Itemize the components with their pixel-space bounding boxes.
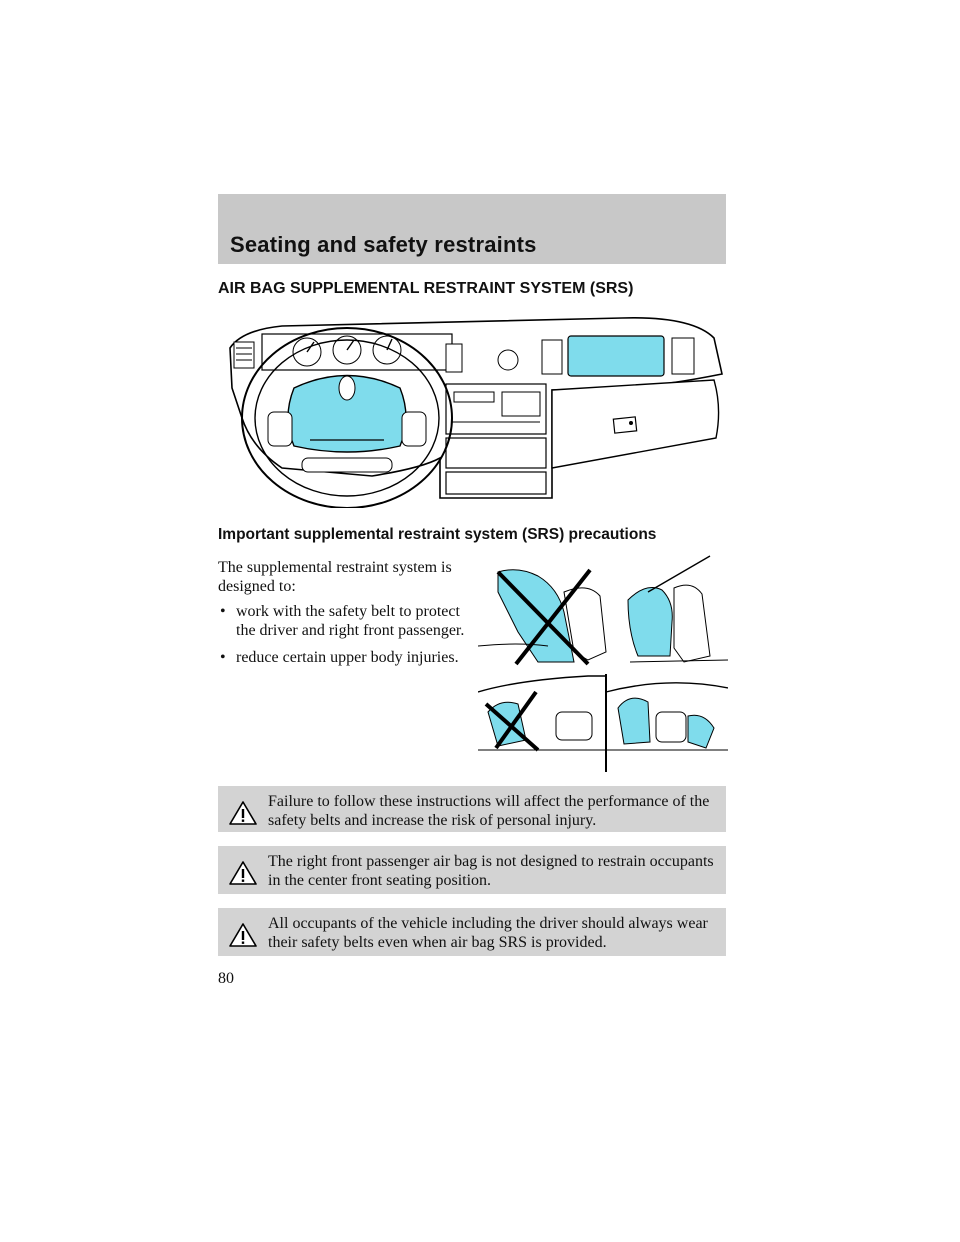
list-item-text: work with the safety belt to protect the driver and right front passenger. — [236, 603, 465, 639]
warning-text: Failure to follow these instructions will affect the performance of the safety belts and increase the risk of personal injury. — [268, 793, 710, 829]
occupant-airbag-illustration — [478, 552, 728, 772]
subsection-heading: Important supplemental restraint system (SRS) precautions — [218, 526, 657, 543]
warning-box — [218, 786, 726, 832]
bullet-glyph: • — [220, 649, 226, 666]
list-item — [218, 602, 473, 640]
bullet-list — [218, 602, 473, 667]
intro-paragraph: The supplemental restraint system is designed to: — [218, 559, 452, 595]
warning-box — [218, 846, 726, 894]
header-band — [218, 194, 726, 264]
warning-triangle-icon — [228, 922, 258, 948]
warning-triangle-icon — [228, 860, 258, 886]
warning-box — [218, 908, 726, 956]
body-text — [218, 558, 473, 675]
page-header-title: Seating and safety restraints — [230, 232, 537, 257]
list-item-text: reduce certain upper body injuries. — [236, 649, 459, 666]
dashboard-airbag-illustration — [222, 308, 728, 508]
warning-triangle-icon — [228, 800, 258, 826]
warning-text: The right front passenger air bag is not designed to restrain occupants in the center front seating position. — [268, 853, 714, 889]
section-heading: AIR BAG SUPPLEMENTAL RESTRAINT SYSTEM (SRS) — [218, 280, 634, 297]
page-number: 80 — [218, 970, 234, 987]
warning-text: All occupants of the vehicle including the driver should always wear their safety belts even when air bag SRS is provided. — [268, 915, 708, 951]
list-item — [218, 648, 473, 667]
bullet-glyph: • — [220, 603, 226, 620]
